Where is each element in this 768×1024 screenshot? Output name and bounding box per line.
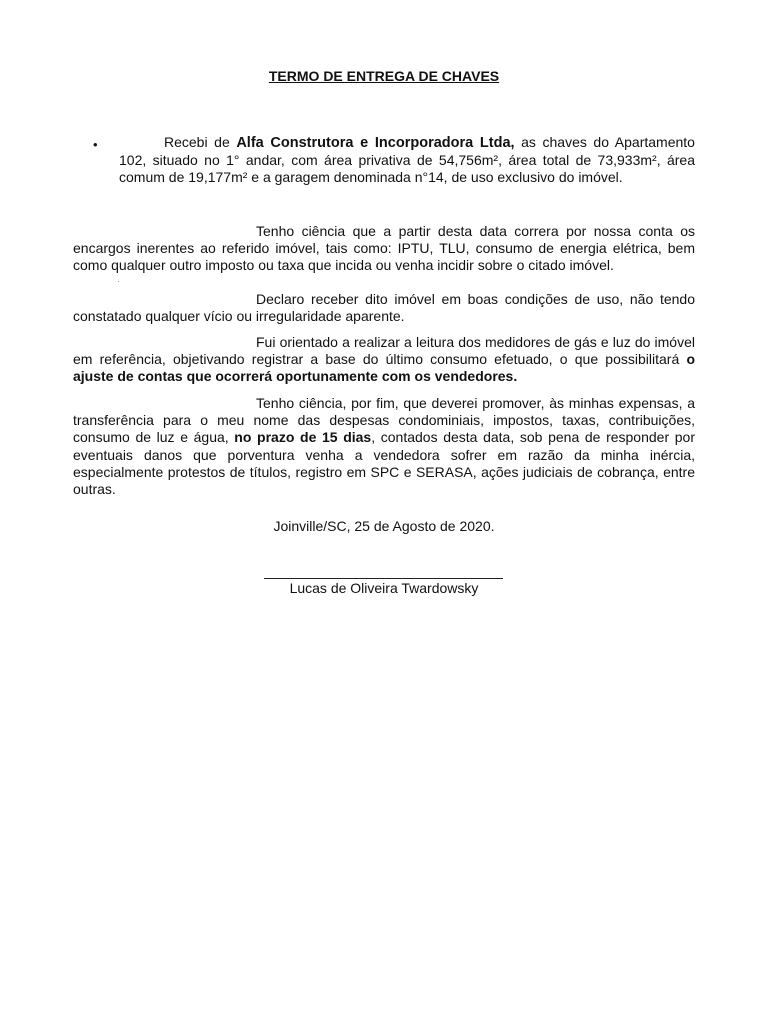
transfer-deadline: no prazo de 15 dias [234,429,372,446]
paragraph-charges: Tenho ciência que a partir desta data correra por nossa conta os encargos inerentes ao referido imóvel, tais como: IPTU, TLU, consumo de energia elétrica, bem como qualquer outro imposto ou taxa que incida ou venha incidir sobre o citado imóvel. [73,223,695,274]
receipt-lead: Recebi de [164,134,237,150]
paragraph-condition: Declaro receber dito imóvel em boas condições de uso, não tendo constatado qualquer vício ou irregularidade aparente. [73,291,695,325]
receipt-details: as chaves do Apartamento 102, situado no 1° andar, com área privativa de 54,756m², área total de 73,933m², área comum de 19,177m² e a garagem denominada n°14, de uso exclusivo do imóvel. [119,134,695,186]
stray-mark [118,281,119,282]
bullet-point: • [93,137,98,152]
transfer-text-before: Tenho ciência, por fim, que deverei promover, às minhas expensas, a transferência para o meu nome das despesas condominiais, impostos, taxas, contribuições, consumo de luz e água, [73,395,695,446]
paragraph-receipt [119,134,695,187]
meters-text: Fui orientado a realizar a leitura dos medidores de gás e luz do imóvel em referência, objetivando registrar a base do último consumo efetuado, o que possibilitará [73,334,695,368]
place-date: Joinville/SC, 25 de Agosto de 2020. [273,518,495,534]
signature-line [264,578,503,579]
paragraph-transfer [73,395,695,498]
signatory-name: Lucas de Oliveira Twardowsky [289,580,479,596]
company-name: Alfa Construtora e Incorporadora Ltda, [236,135,515,151]
paragraph-meters [73,334,695,386]
meters-bold: o ajuste de contas que ocorrerá oportunamente com os vendedores. [73,351,695,385]
document-title: TERMO DE ENTREGA DE CHAVES [268,68,500,84]
transfer-text-after: , contados desta data, sob pena de responder por eventuais danos que porventura venha a vendedora sofrer em razão da minha inércia, especialmente protestos de títulos, registro em SPC e SERASA, ações judiciais de cobrança, entre outras. [73,429,695,498]
